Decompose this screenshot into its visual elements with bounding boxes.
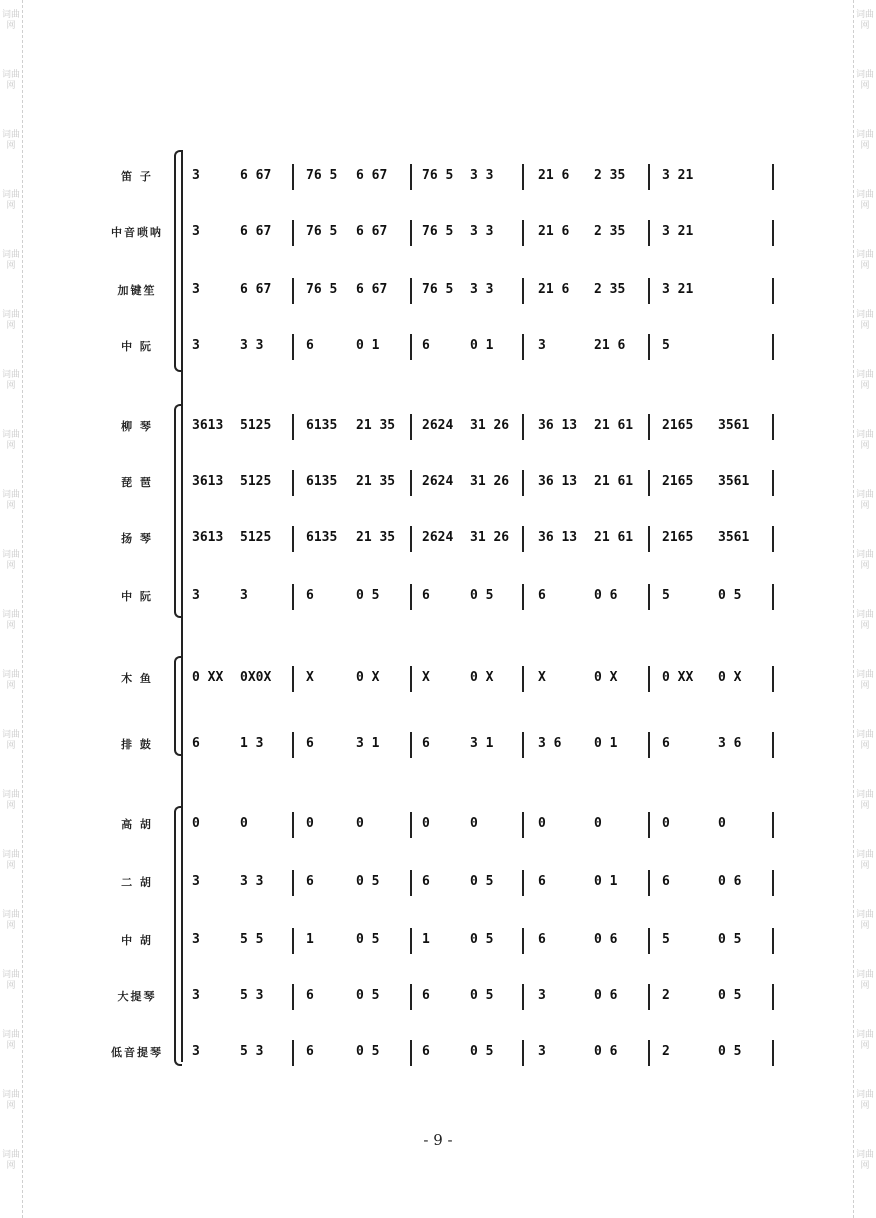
- note-cell: 6: [306, 338, 314, 353]
- note-cell: 0 6: [594, 932, 618, 947]
- note-cell: 76 5: [306, 168, 338, 183]
- note-cell: 21 61: [594, 418, 634, 433]
- watermark: 词曲网: [1, 1030, 20, 1051]
- bar-line: [292, 470, 294, 496]
- bar-line: [292, 812, 294, 838]
- bar-line: [410, 1040, 412, 1066]
- watermark: 词曲网: [855, 850, 874, 871]
- note-cell: 21 6: [538, 168, 570, 183]
- instrument-label: 扬 琴: [121, 532, 153, 545]
- left-watermark-strip: [0, 0, 23, 1218]
- note-cell: 0 6: [718, 874, 742, 889]
- watermark: 词曲网: [1, 130, 20, 151]
- bar-line: [522, 220, 524, 246]
- bar-line: [410, 870, 412, 896]
- note-cell: 0 6: [594, 988, 618, 1003]
- note-cell: 0 5: [356, 932, 380, 947]
- note-cell: 0 5: [718, 932, 742, 947]
- bar-line: [772, 164, 774, 190]
- note-cell: 6: [538, 588, 546, 603]
- note-cell: 2624: [422, 418, 454, 433]
- instrument-label: 高 胡: [121, 818, 153, 831]
- bar-line: [648, 1040, 650, 1066]
- instrument-label: 中 胡: [121, 934, 153, 947]
- note-cell: 3: [538, 988, 546, 1003]
- note-cell: 0 5: [356, 588, 380, 603]
- note-cell: 6: [422, 338, 430, 353]
- bar-line: [772, 732, 774, 758]
- bar-line: [410, 584, 412, 610]
- instrument-label: 柳 琴: [121, 420, 153, 433]
- note-cell: 5: [662, 338, 670, 353]
- instrument-label: 笛 子: [121, 170, 153, 183]
- watermark: 词曲网: [1, 490, 20, 511]
- note-cell: 1 3: [240, 736, 264, 751]
- watermark: 词曲网: [1, 1090, 20, 1111]
- bar-line: [292, 1040, 294, 1066]
- note-cell: 6 67: [356, 224, 388, 239]
- note-cell: 3: [192, 282, 200, 297]
- note-cell: 3561: [718, 474, 750, 489]
- note-cell: 6: [306, 1044, 314, 1059]
- note-cell: 1: [306, 932, 314, 947]
- bar-line: [292, 164, 294, 190]
- note-cell: 3: [192, 932, 200, 947]
- note-cell: 3 3: [470, 282, 494, 297]
- bar-line: [522, 870, 524, 896]
- note-cell: 2: [662, 988, 670, 1003]
- instrument-label: 低音提琴: [111, 1046, 163, 1059]
- bar-line: [410, 732, 412, 758]
- note-cell: 31 26: [470, 474, 510, 489]
- watermark: 词曲网: [855, 190, 874, 211]
- note-cell: 6135: [306, 474, 338, 489]
- bar-line: [410, 526, 412, 552]
- bar-line: [410, 414, 412, 440]
- note-cell: 5 5: [240, 932, 264, 947]
- note-cell: 76 5: [306, 224, 338, 239]
- note-cell: 3: [192, 988, 200, 1003]
- watermark: 词曲网: [1, 730, 20, 751]
- note-cell: 3 21: [662, 282, 694, 297]
- note-cell: 0 5: [356, 988, 380, 1003]
- watermark: 词曲网: [855, 670, 874, 691]
- note-cell: 0 5: [718, 1044, 742, 1059]
- watermark: 词曲网: [1, 610, 20, 631]
- instrument-label: 中 阮: [121, 590, 153, 603]
- note-cell: 6: [422, 1044, 430, 1059]
- note-cell: 6 67: [356, 282, 388, 297]
- watermark: 词曲网: [855, 1030, 874, 1051]
- bar-line: [292, 584, 294, 610]
- bar-line: [772, 984, 774, 1010]
- watermark: 词曲网: [1, 310, 20, 331]
- note-cell: 21 6: [538, 224, 570, 239]
- bar-line: [772, 526, 774, 552]
- bar-line: [772, 870, 774, 896]
- note-cell: 3: [192, 224, 200, 239]
- note-cell: 3 3: [470, 224, 494, 239]
- bar-line: [292, 666, 294, 692]
- watermark: 词曲网: [855, 310, 874, 331]
- bar-line: [522, 928, 524, 954]
- note-cell: 3 6: [718, 736, 742, 751]
- note-cell: 5: [662, 932, 670, 947]
- bar-line: [410, 470, 412, 496]
- note-cell: 0: [470, 816, 478, 831]
- note-cell: 36 13: [538, 530, 578, 545]
- note-cell: 0 XX: [192, 670, 224, 685]
- right-watermark-strip: [853, 0, 876, 1218]
- note-cell: 0: [356, 816, 364, 831]
- note-cell: X: [538, 670, 546, 685]
- instrument-label: 琵 琶: [121, 476, 153, 489]
- note-cell: 6: [306, 588, 314, 603]
- note-cell: 2: [662, 1044, 670, 1059]
- note-cell: 0: [240, 816, 248, 831]
- note-cell: 6: [538, 874, 546, 889]
- note-cell: 6: [662, 736, 670, 751]
- note-cell: 0 1: [356, 338, 380, 353]
- note-cell: 3: [192, 338, 200, 353]
- note-cell: 0 5: [356, 874, 380, 889]
- bar-line: [648, 278, 650, 304]
- note-cell: 5 3: [240, 988, 264, 1003]
- note-cell: 6: [422, 988, 430, 1003]
- bar-line: [648, 870, 650, 896]
- watermark: 词曲网: [855, 70, 874, 91]
- note-cell: 0 6: [594, 1044, 618, 1059]
- watermark: 词曲网: [1, 790, 20, 811]
- note-cell: 2165: [662, 474, 694, 489]
- note-cell: 3: [192, 874, 200, 889]
- note-cell: 6135: [306, 530, 338, 545]
- watermark: 词曲网: [1, 670, 20, 691]
- instrument-label: 中音唢呐: [111, 226, 163, 239]
- note-cell: 3: [538, 338, 546, 353]
- watermark: 词曲网: [855, 970, 874, 991]
- note-cell: 3613: [192, 418, 224, 433]
- bar-line: [648, 414, 650, 440]
- note-cell: 3 3: [470, 168, 494, 183]
- instrument-label: 加键笙: [117, 284, 157, 297]
- instrument-label: 二 胡: [121, 876, 153, 889]
- bar-line: [772, 278, 774, 304]
- watermark: 词曲网: [855, 370, 874, 391]
- note-cell: 6: [422, 736, 430, 751]
- note-cell: 0 1: [594, 874, 618, 889]
- bar-line: [292, 928, 294, 954]
- system-line: [181, 150, 183, 1062]
- bar-line: [772, 1040, 774, 1066]
- instrument-label: 中 阮: [121, 340, 153, 353]
- note-cell: 76 5: [422, 282, 454, 297]
- bar-line: [648, 334, 650, 360]
- note-cell: X: [306, 670, 314, 685]
- note-cell: 76 5: [306, 282, 338, 297]
- note-cell: 0 1: [470, 338, 494, 353]
- note-cell: 0 5: [470, 874, 494, 889]
- note-cell: 0 6: [594, 588, 618, 603]
- bar-line: [522, 278, 524, 304]
- watermark: 词曲网: [855, 130, 874, 151]
- bar-line: [410, 812, 412, 838]
- note-cell: 0 1: [594, 736, 618, 751]
- bar-line: [772, 220, 774, 246]
- note-cell: 6: [306, 736, 314, 751]
- note-cell: 6 67: [240, 282, 272, 297]
- note-cell: 36 13: [538, 418, 578, 433]
- page-number: - 9 -: [423, 1131, 453, 1149]
- note-cell: 5 3: [240, 1044, 264, 1059]
- watermark: 词曲网: [855, 430, 874, 451]
- bar-line: [648, 812, 650, 838]
- note-cell: 3 21: [662, 168, 694, 183]
- bar-line: [522, 470, 524, 496]
- note-cell: 0 X: [718, 670, 742, 685]
- bar-line: [648, 732, 650, 758]
- note-cell: 76 5: [422, 168, 454, 183]
- bar-line: [522, 1040, 524, 1066]
- bar-line: [648, 526, 650, 552]
- note-cell: 3: [192, 1044, 200, 1059]
- note-cell: 3 3: [240, 338, 264, 353]
- note-cell: 0 5: [718, 988, 742, 1003]
- note-cell: 21 61: [594, 530, 634, 545]
- watermark: 词曲网: [1, 10, 20, 31]
- note-cell: 0 5: [470, 932, 494, 947]
- note-cell: 0: [422, 816, 430, 831]
- watermark: 词曲网: [855, 550, 874, 571]
- bar-line: [522, 732, 524, 758]
- note-cell: 0 5: [470, 1044, 494, 1059]
- note-cell: 3561: [718, 530, 750, 545]
- bar-line: [410, 164, 412, 190]
- note-cell: 6 67: [240, 224, 272, 239]
- watermark: 词曲网: [1, 190, 20, 211]
- note-cell: 31 26: [470, 530, 510, 545]
- bar-line: [648, 584, 650, 610]
- watermark: 词曲网: [855, 910, 874, 931]
- note-cell: 6: [422, 588, 430, 603]
- bar-line: [410, 220, 412, 246]
- note-cell: 5: [662, 588, 670, 603]
- note-cell: 0 5: [470, 588, 494, 603]
- note-cell: 3: [240, 588, 248, 603]
- bar-line: [772, 666, 774, 692]
- watermark: 词曲网: [855, 250, 874, 271]
- bar-line: [522, 666, 524, 692]
- watermark: 词曲网: [855, 790, 874, 811]
- watermark: 词曲网: [1, 850, 20, 871]
- note-cell: 0 XX: [662, 670, 694, 685]
- watermark: 词曲网: [1, 970, 20, 991]
- note-cell: 0 X: [356, 670, 380, 685]
- watermark: 词曲网: [855, 10, 874, 31]
- note-cell: 21 6: [594, 338, 626, 353]
- note-cell: 0 X: [594, 670, 618, 685]
- note-cell: 3 21: [662, 224, 694, 239]
- note-cell: 6: [422, 874, 430, 889]
- note-cell: 3 3: [240, 874, 264, 889]
- bar-line: [410, 928, 412, 954]
- watermark: 词曲网: [1, 70, 20, 91]
- bar-line: [772, 812, 774, 838]
- bar-line: [648, 220, 650, 246]
- bar-line: [648, 470, 650, 496]
- note-cell: 6 67: [356, 168, 388, 183]
- bar-line: [292, 526, 294, 552]
- note-cell: 0 5: [356, 1044, 380, 1059]
- bar-line: [772, 928, 774, 954]
- bar-line: [522, 984, 524, 1010]
- bar-line: [292, 334, 294, 360]
- note-cell: 2165: [662, 418, 694, 433]
- note-cell: 2165: [662, 530, 694, 545]
- note-cell: 3613: [192, 474, 224, 489]
- note-cell: 3 1: [470, 736, 494, 751]
- bar-line: [522, 414, 524, 440]
- note-cell: 3613: [192, 530, 224, 545]
- note-cell: 6: [192, 736, 200, 751]
- bar-line: [522, 164, 524, 190]
- instrument-label: 大提琴: [117, 990, 157, 1003]
- instrument-label: 排 鼓: [121, 738, 153, 751]
- bar-line: [410, 984, 412, 1010]
- note-cell: 21 61: [594, 474, 634, 489]
- bar-line: [292, 414, 294, 440]
- bar-line: [292, 278, 294, 304]
- note-cell: X: [422, 670, 430, 685]
- bar-line: [292, 984, 294, 1010]
- bar-line: [648, 164, 650, 190]
- watermark: 词曲网: [855, 1150, 874, 1171]
- note-cell: 21 35: [356, 418, 396, 433]
- note-cell: 3: [538, 1044, 546, 1059]
- note-cell: 2 35: [594, 224, 626, 239]
- watermark: 词曲网: [855, 610, 874, 631]
- bar-line: [772, 470, 774, 496]
- bar-line: [772, 334, 774, 360]
- note-cell: 76 5: [422, 224, 454, 239]
- bar-line: [410, 666, 412, 692]
- note-cell: 5125: [240, 418, 272, 433]
- note-cell: 2 35: [594, 168, 626, 183]
- note-cell: 2624: [422, 530, 454, 545]
- note-cell: 0: [594, 816, 602, 831]
- bar-line: [292, 732, 294, 758]
- note-cell: 21 35: [356, 530, 396, 545]
- note-cell: 1: [422, 932, 430, 947]
- bar-line: [292, 870, 294, 896]
- note-cell: 2624: [422, 474, 454, 489]
- bar-line: [292, 220, 294, 246]
- bar-line: [648, 666, 650, 692]
- note-cell: 0 5: [718, 588, 742, 603]
- note-cell: 6 67: [240, 168, 272, 183]
- note-cell: 0 5: [470, 988, 494, 1003]
- note-cell: 36 13: [538, 474, 578, 489]
- note-cell: 3: [192, 588, 200, 603]
- note-cell: 31 26: [470, 418, 510, 433]
- watermark: 词曲网: [855, 1090, 874, 1111]
- note-cell: 3 6: [538, 736, 562, 751]
- note-cell: 0X0X: [240, 670, 272, 685]
- note-cell: 5125: [240, 474, 272, 489]
- watermark: 词曲网: [1, 370, 20, 391]
- note-cell: 6: [306, 874, 314, 889]
- bar-line: [648, 984, 650, 1010]
- note-cell: 3561: [718, 418, 750, 433]
- watermark: 词曲网: [855, 730, 874, 751]
- watermark: 词曲网: [1, 550, 20, 571]
- note-cell: 3 1: [356, 736, 380, 751]
- bar-line: [772, 414, 774, 440]
- bar-line: [410, 278, 412, 304]
- bar-line: [522, 334, 524, 360]
- note-cell: 0: [718, 816, 726, 831]
- watermark: 词曲网: [1, 250, 20, 271]
- watermark: 词曲网: [855, 490, 874, 511]
- note-cell: 6135: [306, 418, 338, 433]
- bar-line: [410, 334, 412, 360]
- note-cell: 0: [662, 816, 670, 831]
- note-cell: 6: [306, 988, 314, 1003]
- instrument-label: 木 鱼: [121, 672, 153, 685]
- watermark: 词曲网: [1, 430, 20, 451]
- note-cell: 21 6: [538, 282, 570, 297]
- bar-line: [772, 584, 774, 610]
- note-cell: 3: [192, 168, 200, 183]
- watermark: 词曲网: [1, 1150, 20, 1171]
- bar-line: [522, 526, 524, 552]
- watermark: 词曲网: [1, 910, 20, 931]
- note-cell: 0: [192, 816, 200, 831]
- note-cell: 2 35: [594, 282, 626, 297]
- note-cell: 6: [662, 874, 670, 889]
- bar-line: [522, 812, 524, 838]
- note-cell: 5125: [240, 530, 272, 545]
- note-cell: 0: [538, 816, 546, 831]
- note-cell: 6: [538, 932, 546, 947]
- note-cell: 21 35: [356, 474, 396, 489]
- note-cell: 0: [306, 816, 314, 831]
- bar-line: [522, 584, 524, 610]
- note-cell: 0 X: [470, 670, 494, 685]
- bar-line: [648, 928, 650, 954]
